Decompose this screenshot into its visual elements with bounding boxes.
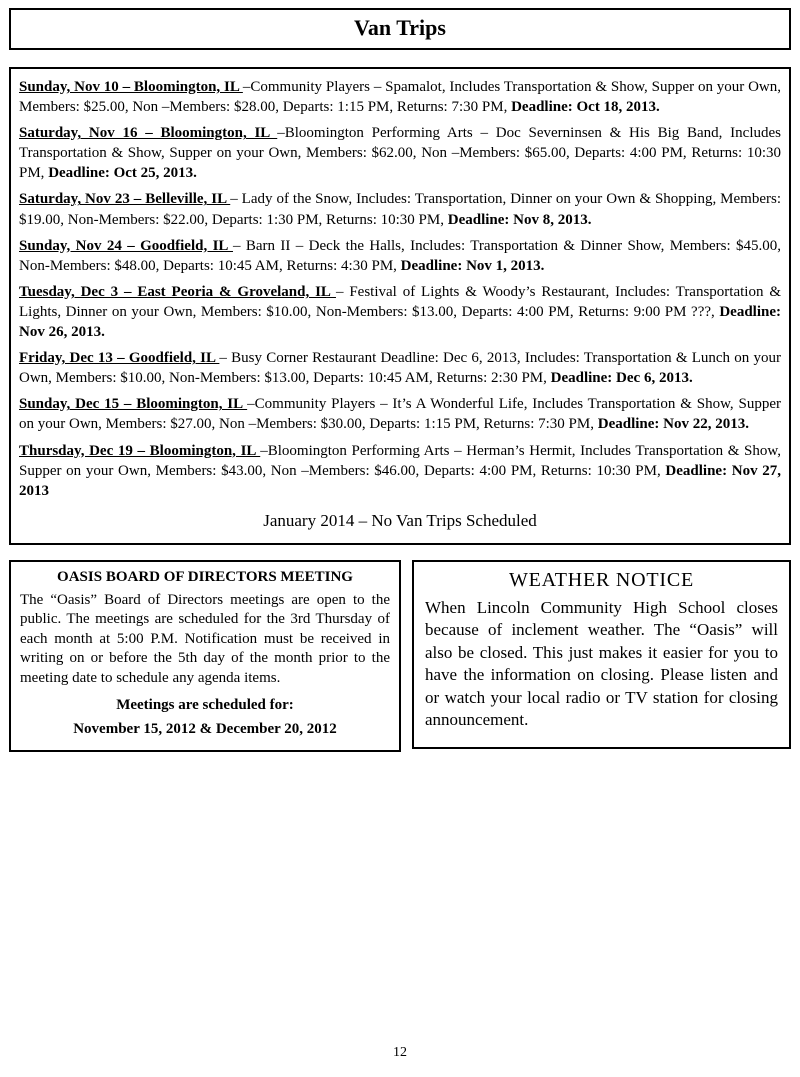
trip-date-location: Friday, Dec 13 – Goodfield, IL — [19, 350, 220, 367]
weather-notice-body: When Lincoln Community High School closes because of inclement weather. The “Oasis” will also be closed. This just makes it easier for you to have the information on closing. Please listen and or watch your local radio or TV station for closing announcement. — [425, 597, 778, 729]
board-meeting-schedule-label: Meetings are scheduled for: — [116, 697, 294, 714]
trip-details: –Community Players – It’s A Wonderful Life, Includes Transportation & Show, Supper on your Own, Members: $27.00, Non –Members: $30.00, Departs: 1:15 PM, Returns: 7:30 PM, — [19, 396, 781, 433]
trip-entry — [19, 189, 781, 229]
trip-deadline: Deadline: Nov 27, 2013 — [19, 462, 782, 499]
trip-details: –Bloomington Performing Arts – Herman’s Hermit, Includes Transportation & Show, Supper on your Own, Members: $43.00, Non –Members: $46.00, Departs: 4:00 PM, Returns: 10:30 PM, — [19, 442, 781, 479]
bottom-notices-row — [9, 560, 791, 753]
trip-deadline: Deadline: Dec 6, 2013. — [550, 370, 693, 387]
trip-entry — [19, 236, 781, 276]
trip-deadline: Deadline: Nov 1, 2013. — [400, 257, 545, 274]
trip-deadline: Deadline: Nov 8, 2013. — [447, 211, 592, 228]
trip-date-location: Thursday, Dec 19 – Bloomington, IL — [19, 442, 261, 459]
trip-details: –Community Players – Spamalot, Includes Transportation & Show, Supper on your Own, Members: $25.00, Non –Members: $28.00, Departs: 1:15 PM, Returns: 7:30 PM, — [19, 79, 782, 116]
trip-details: – Busy Corner Restaurant Deadline: Dec 6, 2013, Includes: Transportation & Lunch on your Own, Members: $10.00, Non-Members: $13.00, Departs: 10:45 AM, Returns: 2:30 PM, — [19, 350, 781, 387]
board-meeting-box — [9, 560, 401, 753]
page-number: 12 — [393, 1045, 407, 1060]
trip-deadline: Deadline: Nov 22, 2013. — [597, 416, 749, 433]
trip-date-location: Sunday, Dec 15 – Bloomington, IL — [19, 396, 248, 413]
trip-entry — [19, 282, 781, 342]
trip-date-location: Saturday, Nov 23 – Belleville, IL — [19, 191, 231, 208]
trip-date-location: Sunday, Nov 10 – Bloomington, IL — [19, 79, 243, 95]
trip-date-location: Tuesday, Dec 3 – East Peoria & Groveland, IL — [19, 283, 336, 300]
trip-details: – Festival of Lights & Woody’s Restaurant, Includes: Transportation & Lights, Dinner on your Own, Members: $10.00, Non-Members: $13.00, Departs: 4:00 PM, Returns: 9:00 PM ???, — [19, 283, 781, 320]
page-title: Van Trips — [354, 15, 446, 40]
trip-details: – Lady of the Snow, Includes: Transportation, Dinner on your Own & Shopping, Members: $19.00, Non-Members: $22.00, Departs: 1:30 PM, Returns: 10:30 PM, — [19, 191, 781, 228]
trip-entry — [19, 77, 781, 117]
trip-deadline: Deadline: Oct 25, 2013. — [48, 165, 197, 182]
trip-entry — [19, 394, 781, 434]
board-meeting-title: OASIS BOARD OF DIRECTORS MEETING — [57, 568, 353, 585]
trip-deadline: Deadline: Oct 18, 2013. — [511, 99, 660, 116]
trip-details: – Barn II – Deck the Halls, Includes: Transportation & Dinner Show, Members: $45.00, Non-Members: $48.00, Departs: 10:45 AM, Returns: 4:30 PM, — [19, 237, 781, 274]
van-trips-list-box — [9, 67, 791, 545]
trip-entry — [19, 123, 781, 183]
trip-date-location: Sunday, Nov 24 – Goodfield, IL — [19, 237, 233, 254]
weather-notice-title: WEATHER NOTICE — [508, 568, 695, 591]
weather-notice-box — [412, 560, 791, 750]
january-schedule-note: January 2014 – No Van Trips Scheduled — [263, 510, 537, 530]
trip-date-location: Saturday, Nov 16 – Bloomington, IL — [19, 125, 278, 142]
trip-entry — [19, 348, 781, 388]
page-title-box — [9, 8, 791, 50]
trip-details: –Bloomington Performing Arts – Doc Severninsen & His Big Band, Includes Transportation & Show, Supper on your Own, Members: $62.00, Non –Members: $65.00, Departs: 4:00 PM, Returns: 10:30 PM, — [19, 125, 781, 182]
trip-entry — [19, 441, 781, 501]
trip-deadline: Deadline: Nov 26, 2013. — [19, 303, 781, 341]
board-meeting-body: The “Oasis” Board of Directors meetings are open to the public. The meetings are scheduled for the 3rd Thursday of each month at 5:00 P.M. Notification must be received in writing on or before the 5th day of the month prior to the meeting date to schedule any agenda items. — [20, 591, 390, 686]
board-meeting-dates: November 15, 2012 & December 20, 2012 — [73, 721, 337, 738]
